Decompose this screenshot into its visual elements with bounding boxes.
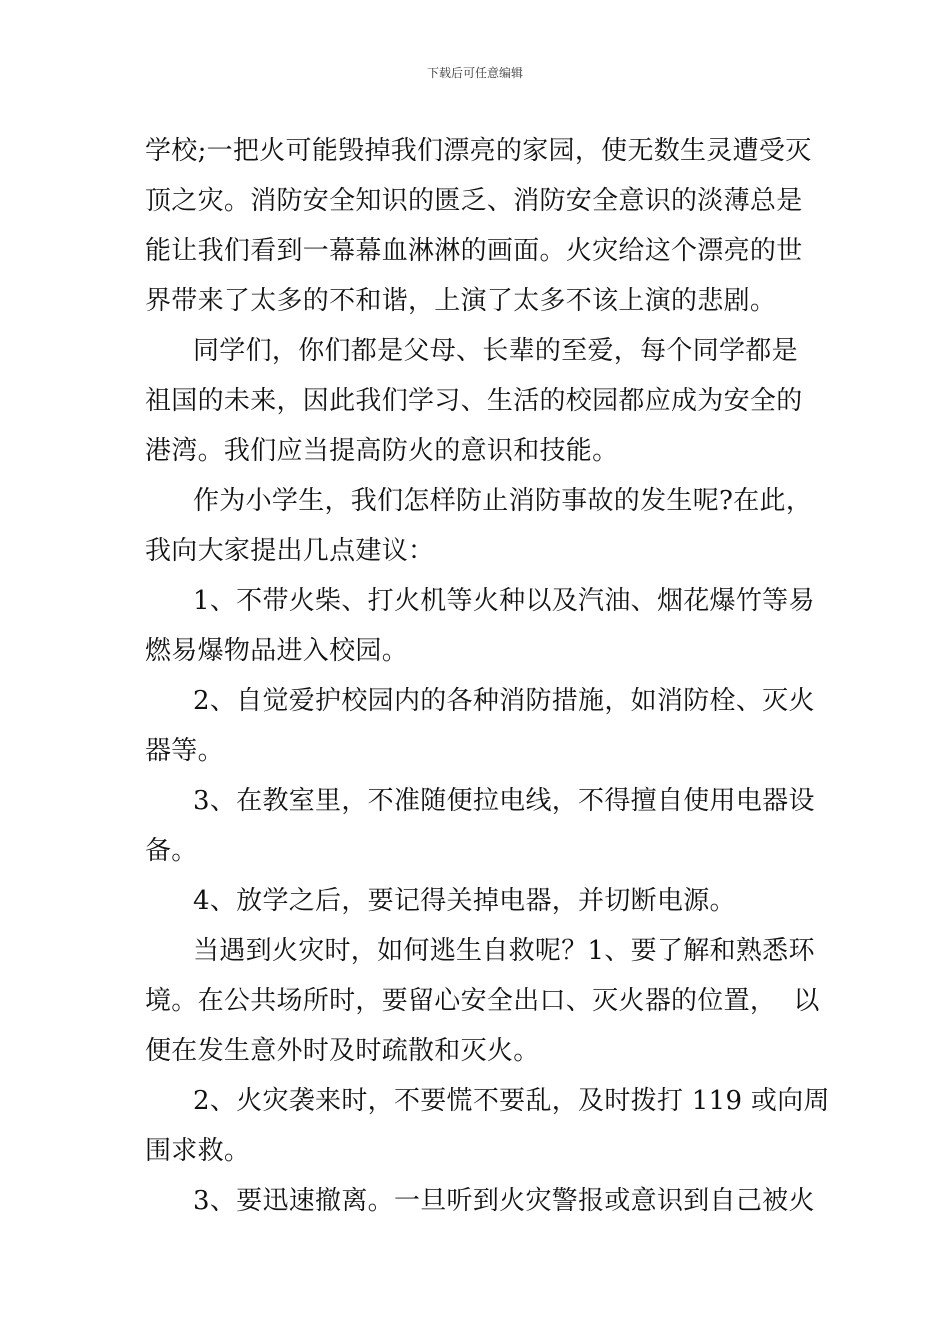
text-line: 2、自觉爱护校园内的各种消防措施，如消防栓、灭火	[193, 686, 815, 716]
text-line: 祖国的未来，因此我们学习、生活的校园都应成为安全的	[145, 386, 803, 416]
text-line: 2、火灾袭来时，不要慌不要乱，及时拨打 119 或向周	[193, 1086, 830, 1116]
text-line: 1、不带火柴、打火机等火种以及汽油、烟花爆竹等易	[193, 586, 815, 616]
text-line: 境。在公共场所时，要留心安全出口、灭火器的位置， 以	[145, 986, 820, 1016]
text-line: 燃易爆物品进入校园。	[145, 636, 409, 666]
page-header: 下载后可任意编辑	[426, 66, 523, 80]
text-line: 作为小学生，我们怎样防止消防事故的发生呢?在此，	[193, 486, 813, 516]
text-line: 3、要迅速撤离。一旦听到火灾警报或意识到自己被火	[193, 1186, 815, 1216]
text-line: 我向大家提出几点建议：	[145, 536, 435, 566]
text-line: 界带来了太多的不和谐，上演了太多不该上演的悲剧。	[145, 286, 777, 316]
text-line: 器等。	[145, 736, 224, 766]
text-line: 备。	[145, 836, 198, 866]
text-line: 3、在教室里，不准随便拉电线，不得擅自使用电器设	[193, 786, 815, 816]
text-line: 能让我们看到一幕幕血淋淋的画面。火灾给这个漂亮的世	[145, 236, 803, 266]
text-line: 港湾。我们应当提高防火的意识和技能。	[145, 436, 619, 466]
text-line: 便在发生意外时及时疏散和灭火。	[145, 1036, 540, 1066]
text-line: 当遇到火灾时，如何逃生自救呢？1、要了解和熟悉环	[193, 936, 815, 966]
document-body	[145, 126, 830, 1226]
text-line: 同学们，你们都是父母、长辈的至爱，每个同学都是	[193, 336, 798, 366]
text-line: 学校;一把火可能毁掉我们漂亮的家园，使无数生灵遭受灭	[145, 136, 812, 166]
text-line: 4、放学之后，要记得关掉电器，并切断电源。	[193, 886, 736, 916]
text-line: 围求救。	[145, 1136, 251, 1166]
text-line: 顶之灾。消防安全知识的匮乏、消防安全意识的淡薄总是	[145, 186, 803, 216]
